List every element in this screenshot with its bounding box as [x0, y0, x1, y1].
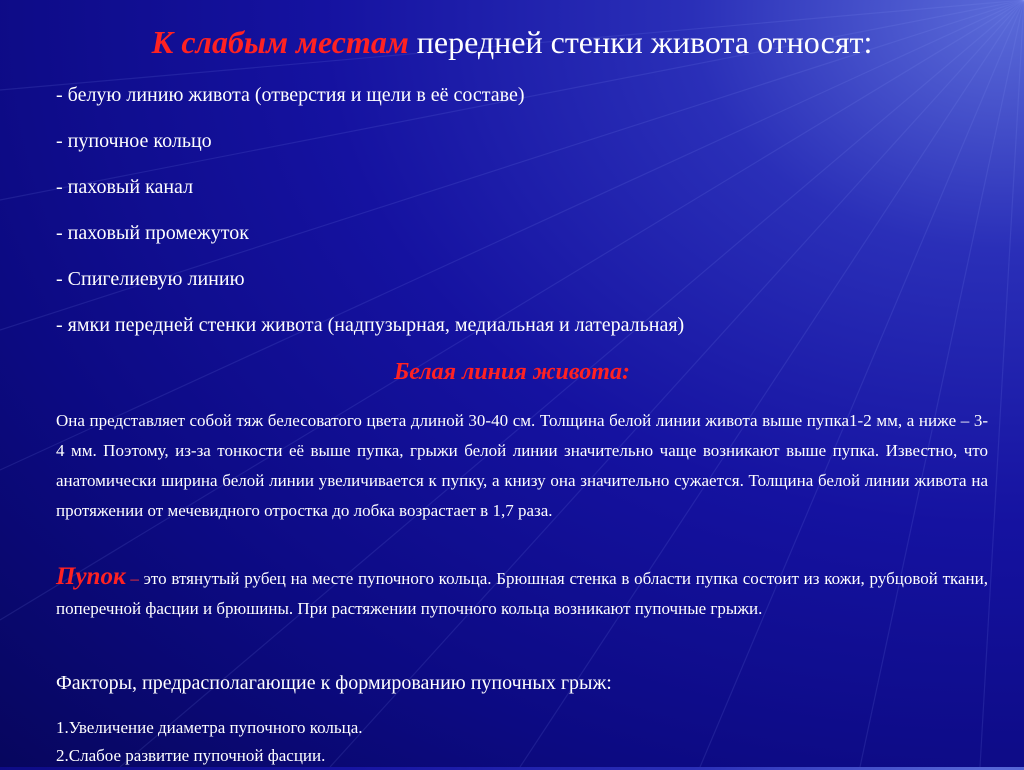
- list-item: - ямки передней стенки живота (надпузырная, медиальная и латеральная): [56, 314, 685, 336]
- weak-spots-list: [56, 80, 684, 356]
- list-item: - пупочное кольцо: [56, 130, 212, 152]
- umbilicus-term: Пупок: [56, 563, 126, 590]
- list-item: - белую линию живота (отверстия и щели в её составе): [56, 84, 525, 106]
- umbilicus-paragraph: [56, 562, 988, 624]
- title-rest: передней стенки живота относят:: [408, 24, 873, 60]
- linea-alba-paragraph: Она представляет собой тяж белесоватого цвета длиной 30-40 см. Толщина белой линии живота выше пупка1-2 мм, а ниже – 3-4 мм. Поэтому, из-за тонкости её выше пупка, грыжи белой линии значительно чаще возникают выше пупка. Известно, что анатомически ширина белой линии увеличивается к пупку, а книзу она значительно сужается. Толщина белой линии живота на протяжении от мечевидного отростка до лобка возрастает в 1,7 раза.: [56, 411, 988, 520]
- list-item: 1.Увеличение диаметра пупочного кольца.: [56, 718, 363, 737]
- term-dash: –: [125, 569, 139, 588]
- section-subtitle: Белая линия живота:: [394, 359, 630, 385]
- list-item: - Спигелиевую линию: [56, 268, 245, 290]
- factors-heading: Факторы, предрасполагающие к формированию пупочных грыж:: [56, 672, 612, 694]
- list-item: - паховый промежуток: [56, 222, 249, 244]
- list-item: - паховый канал: [56, 176, 194, 198]
- list-item: 2.Слабое развитие пупочной фасции.: [56, 746, 326, 765]
- factors-list: [56, 714, 363, 770]
- title-highlight: К слабым местам: [151, 24, 409, 60]
- umbilicus-text: это втянутый рубец на месте пупочного кольца. Брюшная стенка в области пупка состоит из кожи, рубцовой ткани, поперечной фасции и брюшины. При растяжении пупочного кольца возникают пупочные грыжи.: [56, 569, 989, 618]
- slide-title: [0, 22, 1024, 62]
